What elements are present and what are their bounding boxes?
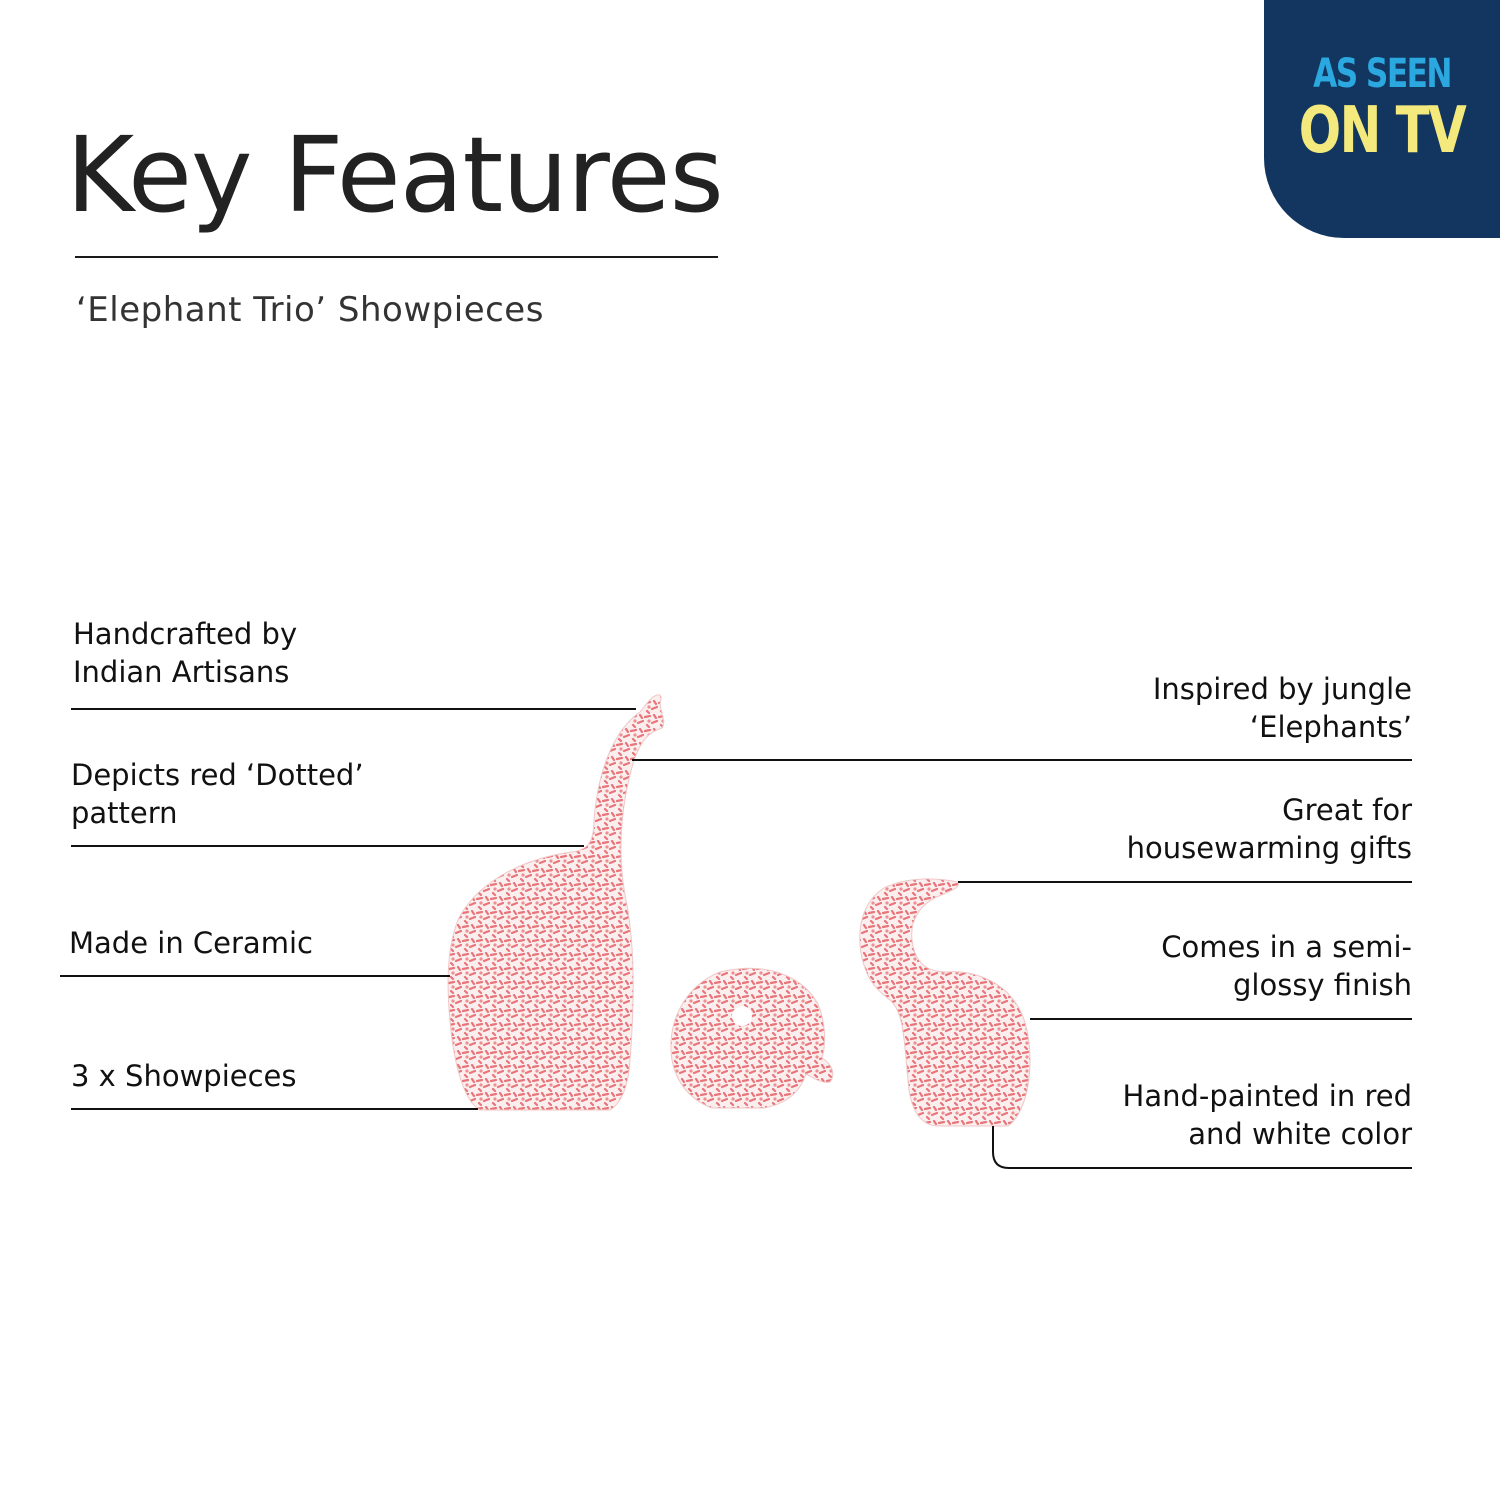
feature-line: Hand-painted in red [1122,1079,1412,1113]
feature-line: Made in Ceramic [69,926,313,960]
page-title: Key Features [66,114,723,236]
feature-line: Great for [1282,793,1412,827]
feature-dotted-pattern [71,756,364,832]
feature-line: Comes in a semi- [1161,930,1412,964]
feature-finish [1161,928,1412,1004]
badge-line-2: ON TV [1298,94,1466,168]
feature-line: Inspired by jungle [1152,672,1412,706]
feature-line: 3 x Showpieces [71,1059,297,1093]
badge-line-1: AS SEEN [1313,51,1451,97]
feature-line: ‘Elephants’ [1249,710,1412,744]
feature-showpieces-count [71,1057,297,1095]
feature-line: housewarming gifts [1126,831,1412,865]
feature-hand-painted [1123,1077,1412,1153]
feature-line: and white color [1188,1117,1412,1151]
page-subtitle: ‘Elephant Trio’ Showpieces [76,290,544,330]
small-elephant-figure [671,968,833,1108]
feature-line: pattern [71,796,178,830]
feature-ceramic [69,924,313,962]
feature-housewarming [1127,791,1412,867]
feature-handcrafted [73,615,297,691]
feature-line: Handcrafted by [73,617,298,651]
feature-line: Indian Artisans [73,655,290,689]
large-elephant-figure [448,695,664,1110]
medium-elephant-figure [860,879,1030,1126]
feature-line: glossy finish [1233,968,1412,1002]
feature-jungle-inspired [1153,670,1412,746]
feature-line: Depicts red ‘Dotted’ [71,758,364,792]
